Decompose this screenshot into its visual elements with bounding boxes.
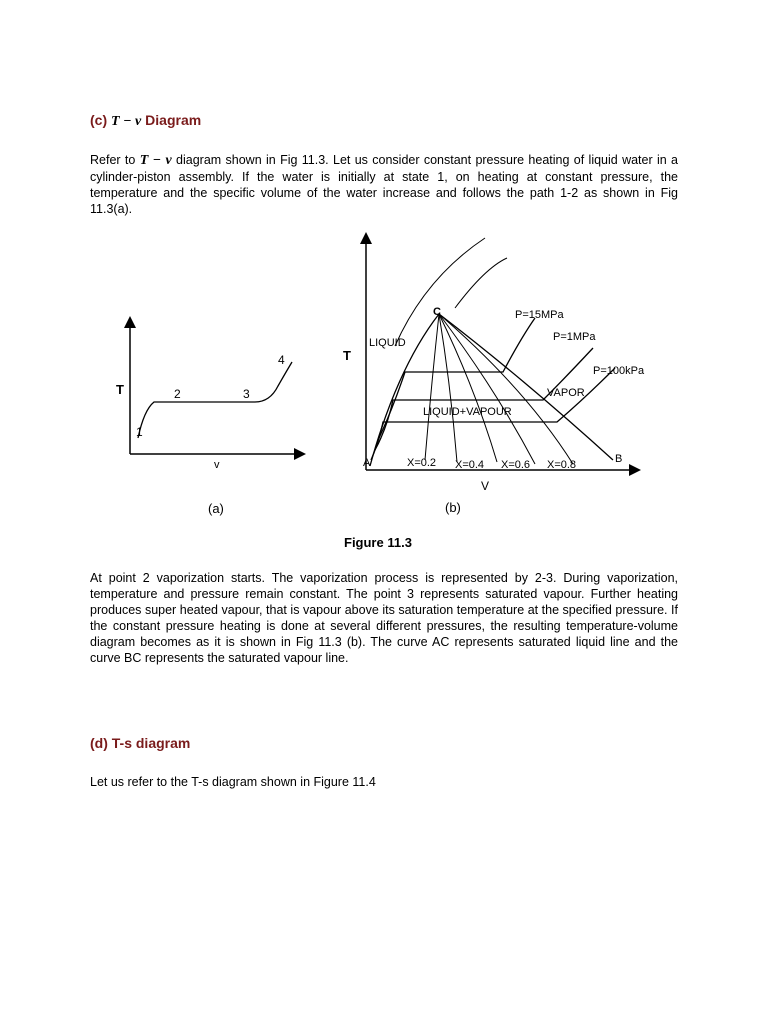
- fig-b-quality-label-04: X=0.4: [455, 459, 485, 471]
- fig-a-point-4: 4: [278, 353, 285, 367]
- para-text-before: Refer to: [90, 153, 136, 167]
- fig-a-axis-y-label: T: [116, 382, 124, 397]
- fig-b-pressure-label-1mpa: P=1MPa: [553, 331, 596, 343]
- fig-b-mix-label: LIQUID+VAPOUR: [423, 406, 512, 418]
- fig-b-isotherm-top: [395, 238, 485, 346]
- fig-b-pressure-label-15mpa: P=15MPa: [515, 309, 564, 321]
- section-heading-d: (d) T-s diagram: [90, 735, 191, 751]
- fig-b-quality-line-2: [439, 314, 457, 462]
- fig-a-point-3: 3: [243, 387, 250, 401]
- fig-b-pressure-label-100kpa: P=100kPa: [593, 365, 645, 377]
- fig-b-quality-line-1: [425, 314, 439, 460]
- fig-b-isobar-15mpa: [379, 318, 535, 438]
- paragraph-intro: [90, 152, 678, 217]
- para-text-after: diagram shown in Fig 11.3. Let us consider constant pressure heating of liquid water in a cylinder-piston assembly. If the water is initially at state 1, on heating at constant pressure, the temperature and the specific volume of the water increase and follows the path 1-2 as shown in Fig 11.3(a).: [90, 153, 678, 216]
- fig-a-label: (a): [208, 501, 224, 516]
- tv-symbol-inline: T − v: [139, 153, 172, 168]
- fig-b-label: (b): [445, 500, 461, 515]
- fig-b-quality-label-06: X=0.6: [501, 459, 531, 471]
- fig-a-axis-x-label: v: [214, 459, 220, 471]
- fig-b-isotherm-2: [455, 258, 507, 308]
- paragraph-ts-intro: Let us refer to the T-s diagram shown in Figure 11.4: [90, 775, 376, 789]
- fig-b-liquid-label: LIQUID: [369, 337, 406, 349]
- paragraph-vaporization: At point 2 vaporization starts. The vaporization process is represented by 2-3. During vaporization, temperature and pressure remain constant. The point 3 represents saturated vapour. Further heating produces super heated vapour, that is vapour above its saturation temperature at the specified pressure. If the constant pressure heating is done at several different pressures, the resulting temperature-volume diagram becomes as it is shown in Fig 11.3 (b). The curve AC represents saturated liquid line and the curve BC represents the saturated vapour line.: [90, 571, 678, 665]
- fig-b-axis-x-label: V: [481, 479, 490, 493]
- fig-a-point-1: 1: [136, 425, 143, 439]
- fig-b-point-a: A: [363, 457, 371, 469]
- figure-b-tv-diagram: [335, 228, 665, 520]
- tv-symbol: T − v: [111, 114, 142, 129]
- fig-b-point-c: C: [433, 306, 441, 318]
- heading-suffix: Diagram: [145, 112, 202, 128]
- fig-b-vapor-label: VAPOR: [547, 387, 585, 399]
- fig-b-quality-line-4: [439, 314, 535, 464]
- fig-b-quality-label-02: X=0.2: [407, 457, 437, 469]
- fig-b-quality-label-08: X=0.8: [547, 459, 577, 471]
- section-heading-c: [90, 112, 201, 130]
- figure-a-tv-diagram: [110, 310, 310, 520]
- fig-a-point-2: 2: [174, 387, 181, 401]
- fig-b-point-b: B: [615, 453, 623, 465]
- heading-prefix: (c): [90, 112, 108, 128]
- figure-caption: Figure 11.3: [344, 535, 412, 550]
- fig-a-process-curve: [138, 362, 292, 438]
- fig-b-axis-y-label: T: [343, 348, 351, 363]
